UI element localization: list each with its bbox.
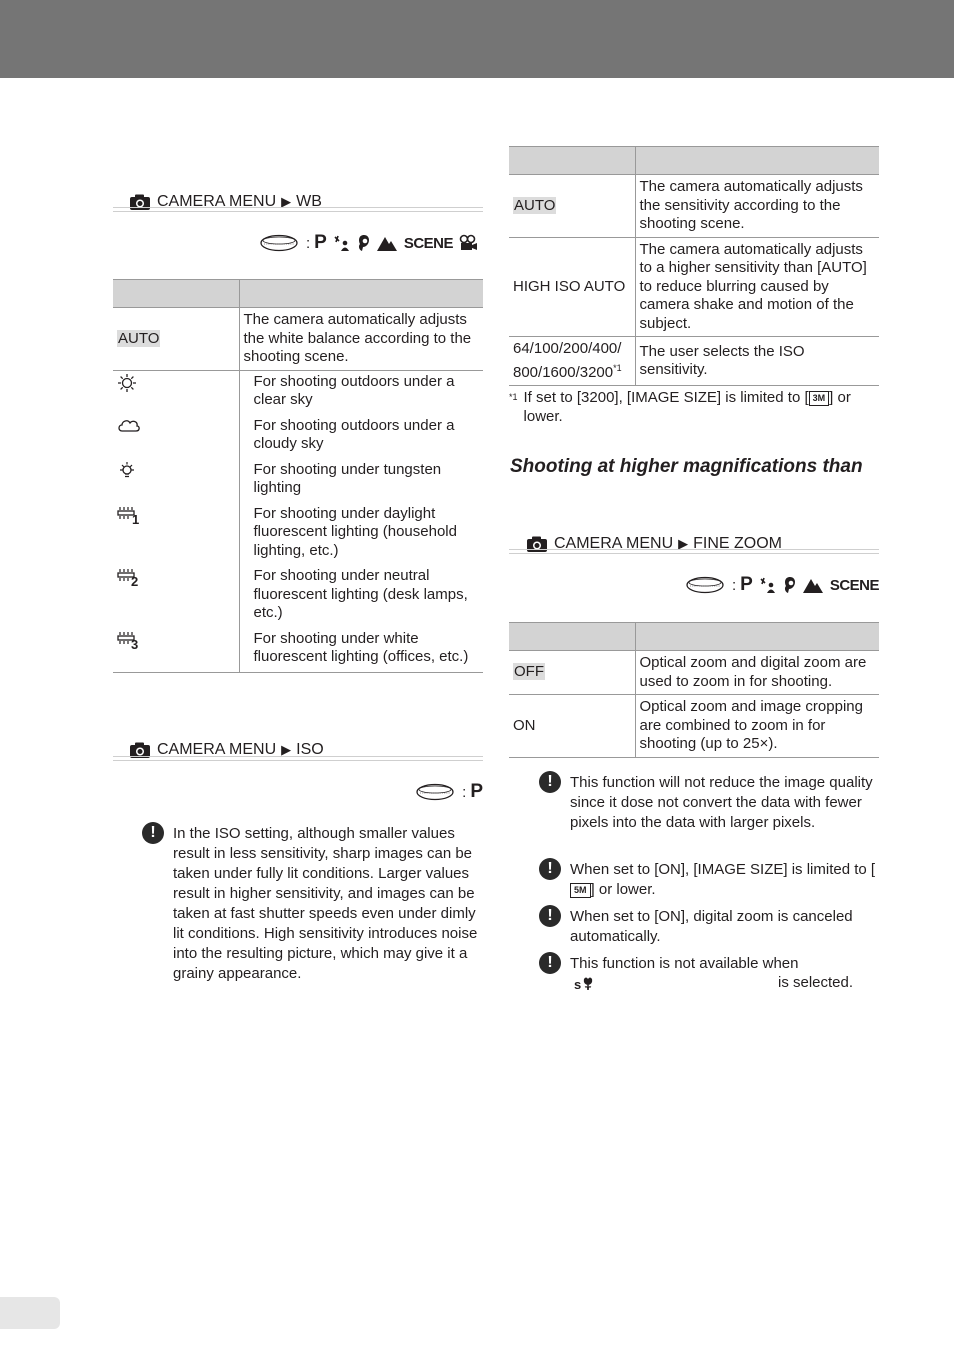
note-text: In the ISO setting, although smaller values result in less sensitivity, sharp images can be taken under fully lit conditions. Larger values result in higher sensitivity, and images can be taken at fast shutter speeds even under dimly lit conditions. High sensitivity introduces noise into the resulting picture, which may give it a grainy appearance.	[173, 825, 478, 982]
row-key: HIGH ISO AUTO	[509, 237, 635, 337]
note-text: This function is not available when s is selected.	[570, 955, 854, 991]
table-row	[509, 337, 879, 386]
mode-p-icon: P	[470, 781, 483, 802]
row-desc: The camera automatically adjusts the white balance according to the shooting scene.	[239, 308, 483, 371]
note-text: When set to [ON], digital zoom is canceled automatically.	[570, 908, 853, 945]
wb-table	[113, 279, 483, 673]
menu-label: CAMERA MENU	[157, 193, 277, 210]
svg-text:3: 3	[131, 636, 139, 650]
zoom-caution-note-2	[539, 860, 879, 900]
scene-mode-icon: SCENE	[829, 576, 879, 594]
image-size-3m-icon: 3M	[809, 391, 830, 406]
iso-mode-icons: : P	[400, 781, 483, 803]
zoom-rule	[509, 549, 879, 554]
mode-dial-icon	[686, 576, 724, 594]
table-row	[113, 565, 483, 628]
table-row	[509, 695, 879, 758]
table-row	[509, 651, 879, 695]
table-row	[113, 628, 483, 673]
mode-p-icon: P	[314, 232, 327, 253]
svg-text:s: s	[574, 977, 582, 991]
table-row	[113, 459, 483, 503]
night-portrait-icon	[759, 576, 777, 594]
row-desc: For shooting outdoors under a clear sky	[253, 372, 455, 408]
zoom-off-key: OFF	[514, 663, 544, 681]
wb-rule	[113, 207, 483, 212]
iso-footnote: *1 If set to [3200], [IMAGE SIZE] is limited to [ 3M ] or lower.	[509, 389, 851, 425]
table-row	[509, 237, 879, 337]
zoom-caution-note-1	[539, 773, 879, 833]
menu-item: ISO	[296, 741, 324, 758]
zoom-caution-note-3	[539, 907, 879, 947]
portrait-icon	[782, 576, 798, 594]
iso-auto-key: AUTO	[514, 196, 556, 214]
night-portrait-icon	[333, 234, 351, 252]
mode-dial-icon	[260, 234, 298, 252]
image-size-5m-icon: 5M	[570, 883, 591, 898]
iso-caution-note	[142, 824, 484, 984]
mode-p-icon: P	[740, 574, 753, 595]
menu-arrow-icon: ▶	[281, 194, 292, 209]
row-key: ON	[509, 695, 635, 758]
row-desc: The camera automatically adjusts the sensitivity according to the shooting scene.	[635, 175, 879, 238]
table-row	[509, 175, 879, 238]
iso-rule	[113, 756, 483, 761]
row-desc: The user selects the ISO sensitivity.	[635, 337, 879, 386]
zoom-heading: Shooting at higher magnifications than	[510, 456, 863, 477]
caution-icon: !	[539, 771, 561, 793]
landscape-icon	[377, 235, 397, 251]
zoom-caution-note-4	[539, 954, 879, 993]
movie-icon	[458, 234, 478, 252]
cloudy-icon	[117, 417, 141, 433]
landscape-icon	[803, 577, 823, 593]
wb-auto-key: AUTO	[118, 329, 160, 347]
fluorescent-2-icon	[117, 567, 141, 587]
row-desc: For shooting under tungsten lighting	[253, 460, 442, 496]
row-desc: For shooting outdoors under a cloudy sky	[253, 416, 455, 452]
super-macro-icon	[574, 975, 596, 991]
svg-text:1: 1	[132, 511, 140, 525]
table-row	[113, 415, 483, 459]
caution-icon: !	[539, 905, 561, 927]
sunny-icon	[117, 373, 137, 393]
menu-arrow-icon: ▶	[281, 742, 292, 757]
fluorescent-3-icon	[117, 630, 141, 650]
zoom-table	[509, 622, 879, 758]
mode-dial-icon	[416, 783, 454, 801]
note-text: When set to [ON], [IMAGE SIZE] is limited to [5M ] or lower.	[570, 861, 876, 898]
row-desc: For shooting under white fluorescent lighting (offices, etc.)	[239, 628, 483, 673]
row-desc: The camera automatically adjusts to a higher sensitivity than [AUTO] to reduce blurring caused by camera shake and motion of the subject.	[635, 237, 879, 337]
portrait-icon	[356, 234, 372, 252]
menu-item: FINE ZOOM	[693, 535, 783, 552]
caution-icon: !	[539, 858, 561, 880]
row-desc: Optical zoom and digital zoom are used to zoom in for shooting.	[635, 651, 879, 695]
header-bar	[0, 0, 954, 78]
menu-label: CAMERA MENU	[554, 535, 674, 552]
note-text: This function will not reduce the image quality since it dose not convert the data with fewer pixels into the data with larger pixels.	[570, 774, 873, 831]
caution-icon: !	[142, 822, 164, 844]
menu-label: CAMERA MENU	[157, 741, 277, 758]
wb-mode-icons: : P SCENE	[250, 232, 483, 254]
table-row	[113, 308, 483, 371]
svg-text:2: 2	[131, 574, 139, 587]
row-key: 64/100/200/400/ 800/1600/3200$^{*1}$	[509, 337, 635, 386]
table-row	[113, 370, 483, 415]
menu-item: WB	[296, 193, 322, 210]
table-row	[113, 503, 483, 566]
menu-arrow-icon: ▶	[678, 536, 689, 551]
tungsten-icon	[117, 461, 137, 481]
row-desc: For shooting under neutral fluorescent lighting (desk lamps, etc.)	[253, 567, 468, 621]
row-desc: Optical zoom and image cropping are combined to zoom in for shooting (up to 25×).	[635, 695, 879, 758]
page-number-tab	[0, 1297, 60, 1329]
fluorescent-1-icon	[117, 505, 141, 525]
iso-table	[509, 146, 879, 386]
row-desc: For shooting under daylight fluorescent lighting (household lighting, etc.)	[253, 504, 457, 559]
caution-icon: !	[539, 952, 561, 974]
zoom-mode-icons: : P SCENE	[660, 574, 879, 596]
scene-mode-icon: SCENE	[403, 234, 453, 252]
